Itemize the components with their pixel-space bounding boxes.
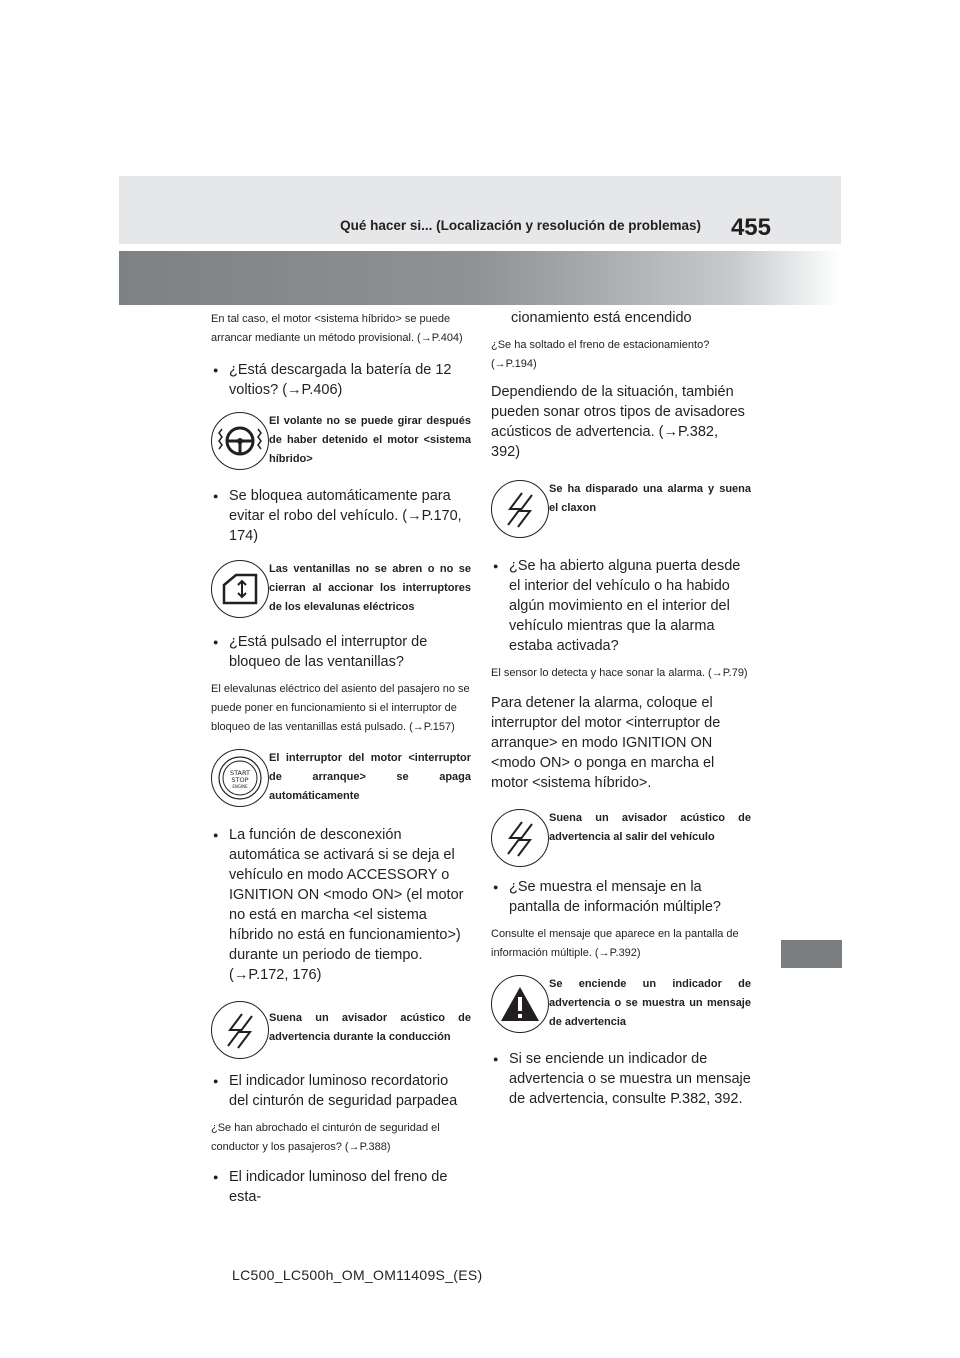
symptom-engine-switch <box>211 749 471 813</box>
window-switch-icon <box>211 560 269 618</box>
chapter-tab <box>781 940 842 968</box>
alarm-icon <box>491 480 549 538</box>
bullet-item: ● El indicador luminoso recordatorio del cinturón de seguridad parpadea <box>211 1071 471 1111</box>
bullet-item: ● Se bloquea automáticamente para evitar el robo del vehículo. (→P.170, 174) <box>211 486 471 546</box>
symptom-label: Se enciende un indicador de advertencia o se muestra un mensaje de advertencia <box>549 978 751 1028</box>
symptom-label: Se ha disparado una alarma y suena el claxon <box>549 483 751 514</box>
symptom-label: Las ventanillas no se abren o no se cierran al accionar los interruptores de los elevalunas eléctricos <box>269 563 471 613</box>
warning-triangle-icon <box>491 975 549 1033</box>
paragraph: ¿Se han abrochado el cinturón de seguridad el conductor y los pasajeros? (→P.388) <box>211 1122 440 1153</box>
paragraph: ¿Se ha soltado el freno de estacionamiento? (→P.194) <box>491 339 710 370</box>
symptom-label: El volante no se puede girar después de haber detenido el motor <sistema híbrido> <box>269 415 471 465</box>
paragraph: El sensor lo detecta y hace sonar la alarma. (→P.79) <box>491 667 748 679</box>
symptom-windows <box>211 560 471 624</box>
continued-text: cionamiento está encendido <box>511 310 692 326</box>
symptom-alarm <box>491 480 751 544</box>
steering-wheel-icon <box>211 412 269 470</box>
symptom-steering-locked <box>211 412 471 476</box>
page-number: 455 <box>730 214 771 241</box>
section-title: Qué hacer si... (Localización y resolución de problemas) <box>340 218 701 233</box>
symptom-warning-light <box>491 975 751 1039</box>
paragraph: Dependiendo de la situación, también pueden sonar otros tipos de avisadores acústicos de advertencia. (→P.382, 392) <box>491 384 745 460</box>
buzzer-icon <box>211 1001 269 1059</box>
icon-text: START <box>229 769 251 777</box>
symptom-exit-buzzer <box>491 809 751 873</box>
icon-text: ENGINE <box>232 784 248 789</box>
buzzer-icon <box>491 809 549 867</box>
paragraph: El elevalunas eléctrico del asiento del pasajero no se puede poner en funcionamiento si el interruptor de bloqueo de las ventanillas está pulsado. (→P.157) <box>211 683 470 733</box>
start-stop-button-icon <box>211 749 269 807</box>
paragraph: Para detener la alarma, coloque el interruptor del motor <interruptor de arranque> en modo IGNITION ON <modo ON> o ponga en marcha el motor <sistema híbrido>. <box>491 695 721 791</box>
bullet-item: ● La función de desconexión automática se activará si se deja el vehículo en modo ACCESSORY o IGNITION ON <modo ON> (el motor no está en marcha <el sistema híbrido no está en funcionamiento>) durante un periodo de tiempo. (→P.172, 176) <box>211 825 471 985</box>
bullet-item: ● ¿Está descargada la batería de 12 voltios? (→P.406) <box>211 360 471 400</box>
symptom-label: Suena un avisador acústico de advertencia al salir del vehículo <box>549 812 751 843</box>
page-header <box>119 176 841 244</box>
bullet-item: ● ¿Se ha abierto alguna puerta desde el interior del vehículo o ha habido algún movimiento en el interior del vehículo mientras que la alarma estaba activada? <box>491 556 751 656</box>
symptom-driving-buzzer <box>211 1001 471 1065</box>
bullet-item: ● Si se enciende un indicador de advertencia o se muestra un mensaje de advertencia, consulte P.382, 392. <box>491 1049 751 1109</box>
bullet-item: ● El indicador luminoso del freno de esta- <box>211 1167 471 1207</box>
header-band <box>119 251 841 305</box>
paragraph: Consulte el mensaje que aparece en la pantalla de información múltiple. (→P.392) <box>491 928 739 959</box>
bullet-item: ● ¿Se muestra el mensaje en la pantalla de información múltiple? <box>491 877 751 917</box>
symptom-label: Suena un avisador acústico de advertencia durante la conducción <box>269 1012 471 1043</box>
left-column <box>211 308 471 1207</box>
symptom-label: El interruptor del motor <interruptor de arranque> se apaga automáticamente <box>269 752 471 802</box>
document-code: LC500_LC500h_OM_OM11409S_(ES) <box>232 1267 483 1283</box>
icon-text: STOP <box>231 776 249 784</box>
right-column <box>491 308 751 1109</box>
paragraph: En tal caso, el motor <sistema híbrido> se puede arrancar mediante un método provisional. (→P.404) <box>211 313 463 344</box>
bullet-item: ● ¿Está pulsado el interruptor de bloqueo de las ventanillas? <box>211 632 471 672</box>
